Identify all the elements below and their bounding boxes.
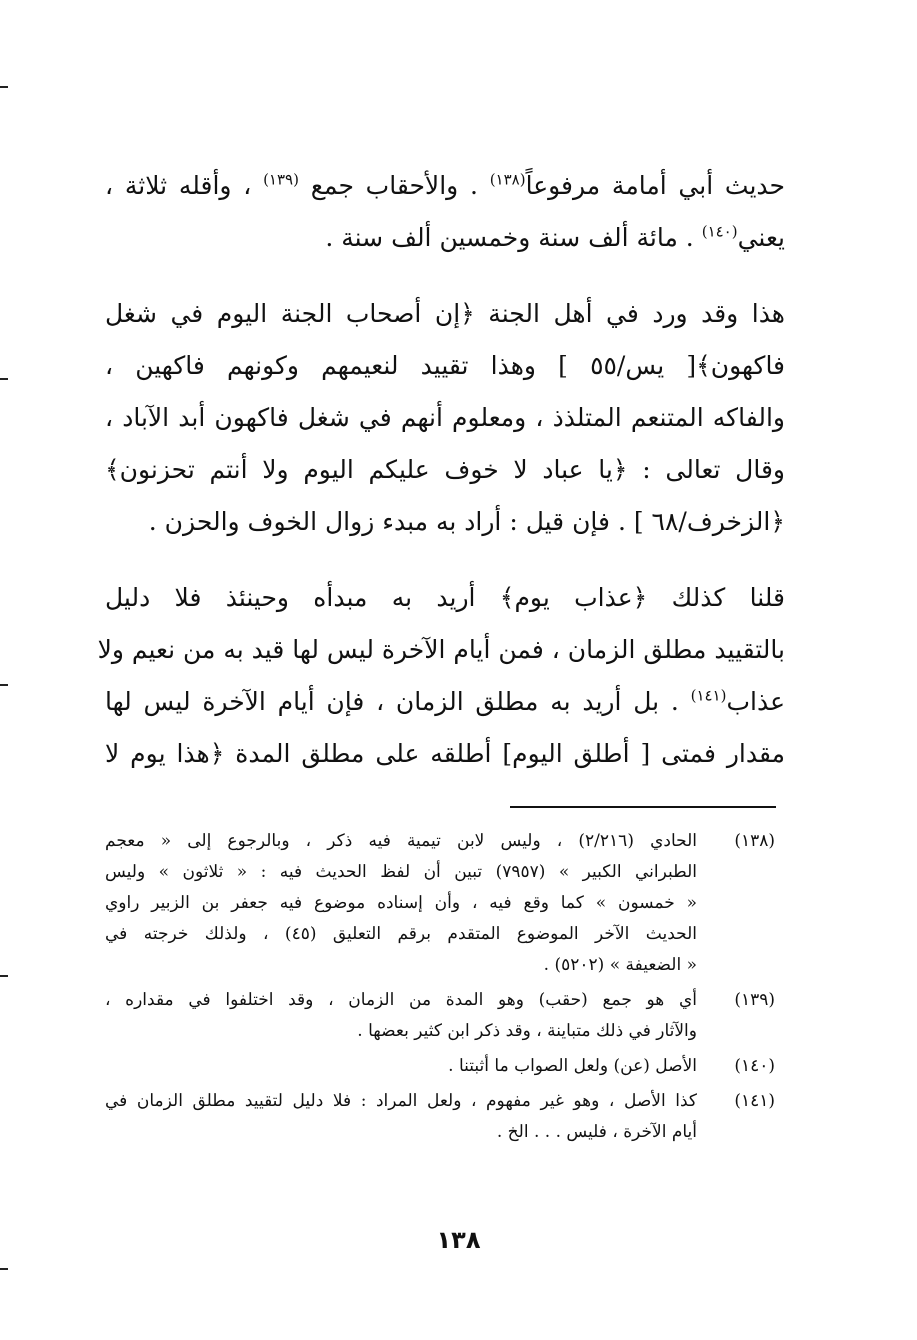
text-line: [105, 160, 785, 212]
footnote-line: « خمسون » كما وقع فيه ، وأن إسناده موضوع فيه جعفر بن الزبير راوي: [105, 893, 697, 913]
footnote-line: الحادي (٢/٢١٦) ، وليس لابن تيمية فيه ذكر ، وبالرجوع إلى « معجم: [105, 831, 697, 851]
text-run: . والأحقاب جمع: [298, 171, 490, 200]
paragraph-3: [97, 572, 785, 780]
footnote-body: [105, 985, 697, 1047]
footnote-line: أي هو جمع (حقب) وهو المدة من الزمان ، وقد اختلفوا في مقداره ،: [105, 990, 697, 1010]
page-number: ١٣٨: [436, 1226, 481, 1254]
text-line: هذا وقد ورد في أهل الجنة ﴿إن أصحاب الجنة اليوم في شغل: [105, 299, 785, 328]
paragraph-1: [105, 160, 785, 264]
edge-mark: [0, 86, 8, 88]
edge-mark: [0, 975, 8, 977]
text-line: فاكهون﴾[ يس/٥٥ ] وهذا تقييد لنعيمهم وكونهم فاكهين ،: [105, 351, 786, 380]
edge-mark: [0, 378, 8, 380]
footnote-number: (١٣٨): [734, 831, 775, 851]
footnote-138: [105, 826, 775, 981]
text-run: . بل أريد به مطلق الزمان ، فإن أيام الآخرة ليس لها: [105, 687, 691, 716]
footnote-separator: [510, 806, 776, 808]
footnote-line: والآثار في ذلك متباينة ، وقد ذكر ابن كثير بعضها .: [357, 1021, 697, 1041]
footnote-line: « الضعيفة » (٥٢٠٢) .: [543, 955, 697, 975]
footnote-ref-139[interactable]: (١٣٩): [263, 170, 299, 189]
text-line: بالتقييد مطلق الزمان ، فمن أيام الآخرة ليس لها قيد به من نعيم ولا: [97, 635, 785, 664]
edge-mark: [0, 1268, 8, 1270]
footnote-line: الحديث الآخر الموضوع المتقدم برقم التعليق (٤٥) ، ولذلك خرجته في: [105, 924, 698, 944]
text-line: [105, 676, 785, 728]
footnote-140: [105, 1051, 775, 1082]
footnote-body: [105, 1051, 697, 1082]
edge-mark: [0, 684, 8, 686]
text-run: . مائة ألف سنة وخمسين ألف سنة .: [325, 223, 702, 252]
footnote-line: أيام الآخرة ، فليس . . . الخ .: [496, 1122, 697, 1142]
paragraph-2: [105, 288, 785, 548]
footnote-ref-140[interactable]: (١٤٠): [701, 222, 738, 241]
text-line: قلنا كذلك ﴿عذاب يوم﴾ أريد به مبدأه وحينئذ فلا دليل: [105, 583, 785, 612]
text-run: حديث أبي أمامة مرفوعاً: [525, 171, 786, 200]
footnote-ref-138[interactable]: (١٣٨): [489, 170, 526, 189]
footnote-number: (١٣٩): [734, 990, 775, 1010]
text-line: مقدار فمتى [ أطلق اليوم] أطلقه على مطلق المدة ﴿هذا يوم لا: [105, 739, 785, 768]
text-run: عذاب: [726, 687, 785, 716]
text-run: ، وأقله ثلاثة ،: [105, 171, 264, 200]
footnote-line: الطبراني الكبير » (٧٩٥٧) تبين أن لفظ الحديث فيه : « ثلاثون » وليس: [105, 862, 697, 882]
footnote-body: [105, 1086, 697, 1148]
footnote-line: كذا الأصل ، وهو غير مفهوم ، ولعل المراد : فلا دليل لتقييد مطلق الزمان في: [105, 1091, 697, 1111]
footnotes: [105, 826, 775, 1152]
main-text: [97, 160, 786, 780]
footnote-number: (١٤١): [734, 1091, 775, 1111]
text-run: يعني: [737, 223, 785, 252]
footnote-number: (١٤٠): [734, 1056, 775, 1076]
text-line: ﴿الزخرف/٦٨ ] . فإن قيل : أراد به مبدء زوال الخوف والحزن .: [148, 507, 785, 536]
footnote-141: [105, 1086, 775, 1148]
footnote-139: [105, 985, 775, 1047]
footnote-line: الأصل (عن) ولعل الصواب ما أثبتنا .: [448, 1056, 697, 1076]
footnote-ref-141[interactable]: (١٤١): [690, 686, 727, 705]
text-line: وقال تعالى : ﴿يا عباد لا خوف عليكم اليوم ولا أنتم تحزنون﴾: [105, 455, 785, 484]
text-line: والفاكه المتنعم المتلذذ ، ومعلوم أنهم في شغل فاكهون أبد الآباد ،: [105, 403, 785, 432]
text-line: [105, 212, 785, 264]
footnote-body: [105, 826, 697, 981]
